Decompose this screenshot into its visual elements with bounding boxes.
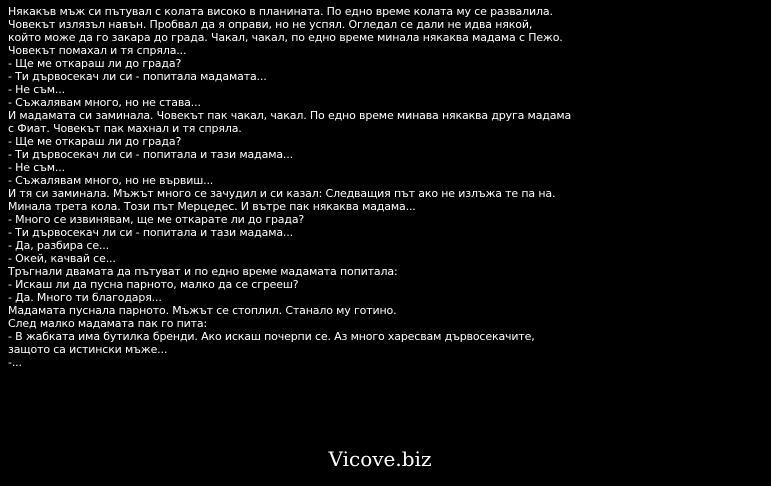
site-watermark: Vicove.biz [328, 447, 432, 471]
joke-line: който може да го закара до града. Чакал, чакал, по едно време минала някаква мадама с Пежо. [8, 31, 563, 44]
joke-line: защото са истински мъже... [8, 343, 168, 356]
joke-line: И мадамата си заминала. Човекът пак чакал, чакал. По едно време минава някаква друга мадама [8, 109, 572, 122]
joke-line: Някакъв мъж си пътувал с колата високо в планината. По едно време колата му се развалила. [8, 5, 553, 18]
joke-line: - Не съм... [8, 83, 65, 96]
joke-line: - Ще ме откараш ли до града? [8, 57, 182, 70]
joke-line: - Ще ме откараш ли до града? [8, 135, 182, 148]
joke-line: - Ти дървосекач ли си - попитала и тази мадама... [8, 148, 293, 161]
joke-line: Тръгнали двамата да пътуват и по едно време мадамата попитала: [8, 265, 398, 278]
joke-line: - Много се извинявам, ще ме откарате ли до града? [8, 213, 305, 226]
joke-line: с Фиат. Човекът пак махнал и тя спряла. [8, 122, 242, 135]
joke-line: - Не съм... [8, 161, 65, 174]
joke-line: Човекът помахал и тя спряла... [8, 44, 187, 57]
joke-line: - В жабката има бутилка бренди. Ако искаш почерпи се. Аз много харесвам дървосекачите, [8, 330, 535, 343]
joke-line: Човекът излязъл навън. Пробвал да я оправи, но не успял. Огледал се дали не идва някой, [8, 18, 533, 31]
joke-line: - Да. Много ти благодаря... [8, 291, 162, 304]
joke-line: - Ти дървосекач ли си - попитала и тази мадама... [8, 226, 293, 239]
joke-line: - Съжалявам много, но не става... [8, 96, 201, 109]
joke-line: Мадамата пуснала парното. Мъжът се стоплил. Станало му готино. [8, 304, 397, 317]
joke-line: -... [8, 356, 22, 369]
joke-line: След малко мадамата пак го пита: [8, 317, 208, 330]
joke-line: - Искаш ли да пусна парното, малко да се сгрееш? [8, 278, 299, 291]
joke-line: - Окей, качвай се... [8, 252, 116, 265]
joke-line: Минала трета кола. Този път Мерцедес. И вътре пак някаква мадама... [8, 200, 416, 213]
joke-line: - Съжалявам много, но не вървиш... [8, 174, 214, 187]
joke-line: - Ти дървосекач ли си - попитала мадамата... [8, 70, 267, 83]
joke-line: И тя си заминала. Мъжът много се зачудил и си казал: Следващия път ако не излъжа те па на. [8, 187, 556, 200]
joke-line: - Да, разбира се... [8, 239, 109, 252]
joke-text [8, 5, 768, 369]
